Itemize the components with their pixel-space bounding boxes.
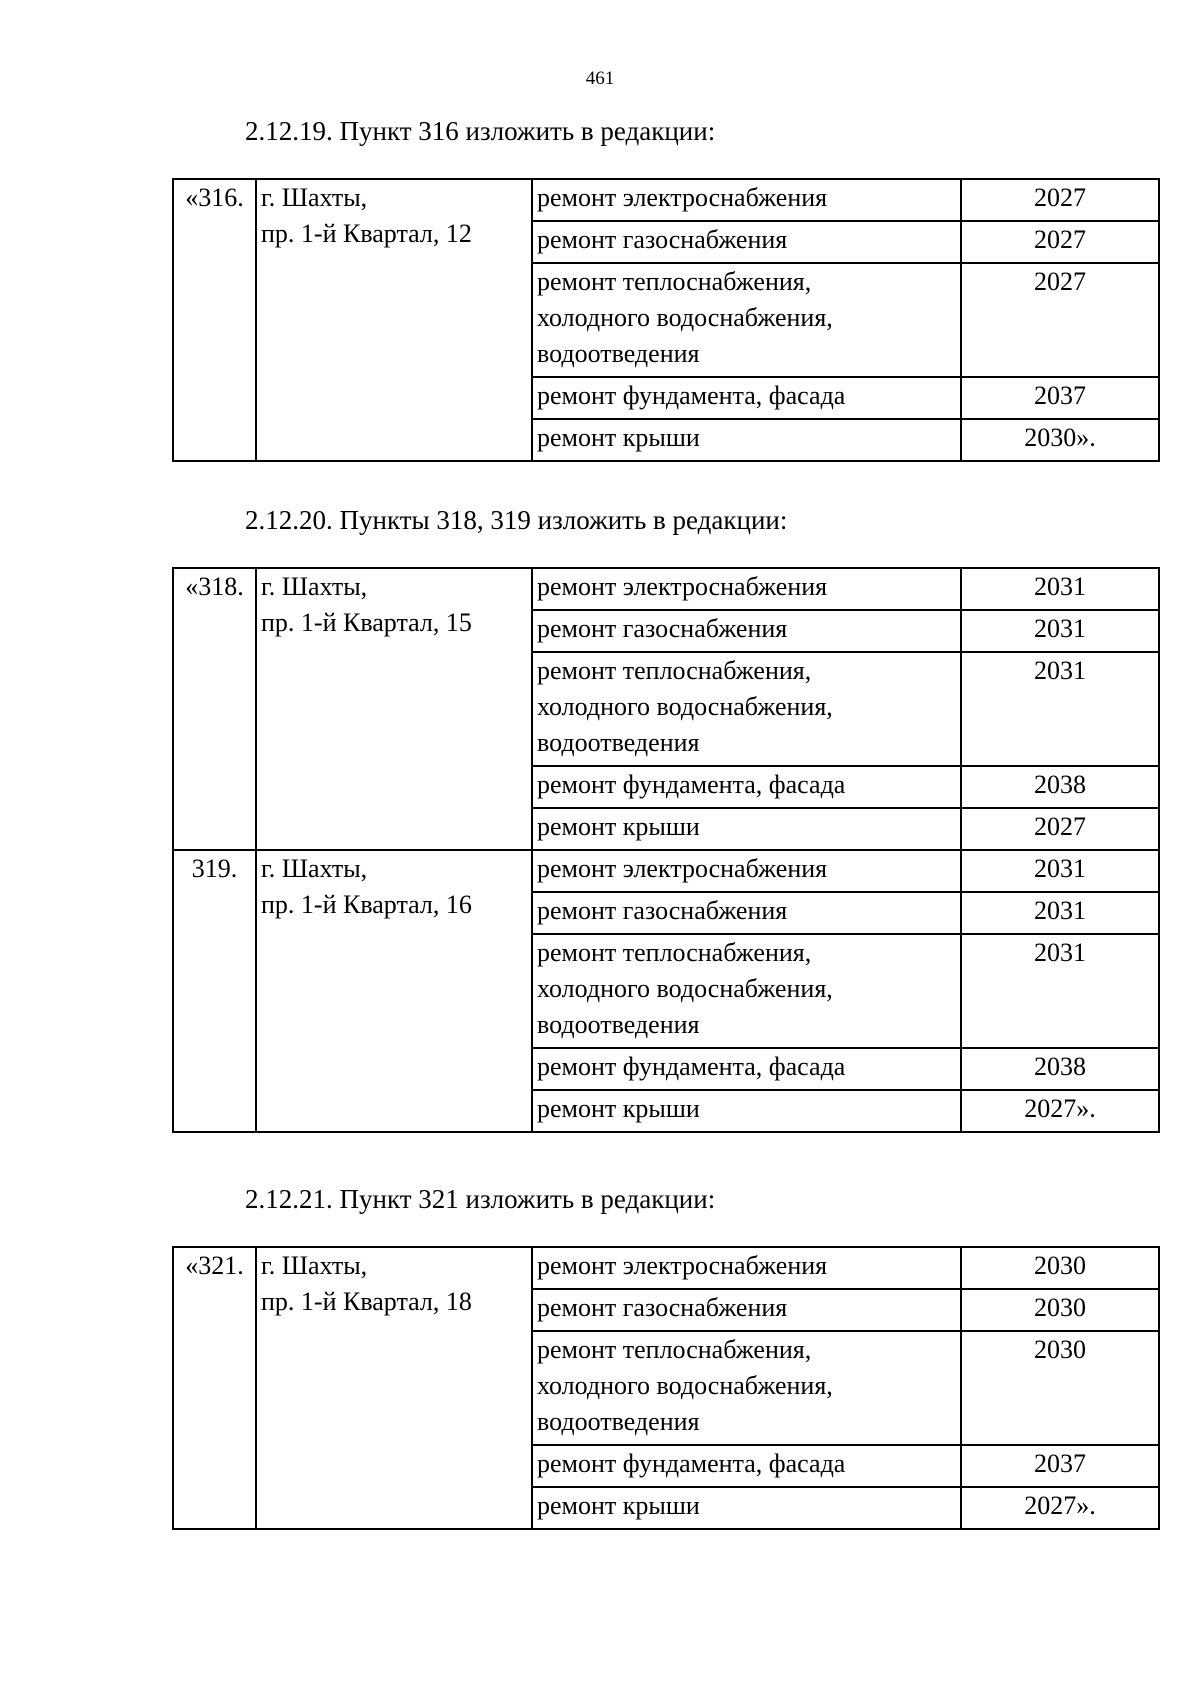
work-type: ремонт газоснабжения: [532, 221, 961, 263]
item-number: «316.: [173, 179, 256, 461]
item-address: [256, 179, 532, 461]
address-city: г. Шахты,: [261, 1251, 368, 1280]
table-row: [173, 568, 1159, 610]
item-address: [256, 1247, 532, 1529]
work-year: 2027».: [961, 1090, 1159, 1132]
work-type: ремонт электроснабжения: [532, 1247, 961, 1289]
work-year: 2038: [961, 766, 1159, 808]
item-number: 319.: [173, 850, 256, 1132]
work-type: ремонт газоснабжения: [532, 1289, 961, 1331]
amendment-table: [172, 1246, 1160, 1530]
work-year: 2031: [961, 610, 1159, 652]
item-address: [256, 568, 532, 850]
work-year: 2030: [961, 1331, 1159, 1445]
work-type: ремонт газоснабжения: [532, 892, 961, 934]
amendment-table: [172, 178, 1160, 462]
work-type: ремонт теплоснабжения, холодного водоснабжения, водоотведения: [532, 934, 961, 1048]
page-number: 461: [585, 68, 615, 89]
address-city: г. Шахты,: [261, 572, 368, 601]
work-type: ремонт электроснабжения: [532, 850, 961, 892]
work-type: ремонт теплоснабжения, холодного водоснабжения, водоотведения: [532, 263, 961, 377]
table-row: [173, 179, 1159, 221]
address-street: пр. 1-й Квартал, 15: [261, 608, 472, 637]
table-row: [173, 850, 1159, 892]
work-year: 2031: [961, 652, 1159, 766]
work-type: ремонт крыши: [532, 419, 961, 461]
item-number: «318.: [173, 568, 256, 850]
section-heading: 2.12.20. Пункты 318, 319 изложить в редакции:: [245, 505, 788, 535]
section-heading: 2.12.21. Пункт 321 изложить в редакции:: [245, 1184, 716, 1214]
work-type: ремонт фундамента, фасада: [532, 1445, 961, 1487]
work-type: ремонт электроснабжения: [532, 179, 961, 221]
address-city: г. Шахты,: [261, 854, 368, 883]
work-type: ремонт фундамента, фасада: [532, 766, 961, 808]
amendment-table: [172, 567, 1160, 1133]
section-heading: 2.12.19. Пункт 316 изложить в редакции:: [245, 116, 716, 146]
work-year: 2037: [961, 377, 1159, 419]
work-year: 2031: [961, 568, 1159, 610]
item-address: [256, 850, 532, 1132]
work-year: 2027: [961, 263, 1159, 377]
work-type: ремонт электроснабжения: [532, 568, 961, 610]
work-year: 2031: [961, 892, 1159, 934]
address-city: г. Шахты,: [261, 183, 368, 212]
work-year: 2031: [961, 934, 1159, 1048]
work-year: 2037: [961, 1445, 1159, 1487]
work-year: 2031: [961, 850, 1159, 892]
work-year: 2027: [961, 179, 1159, 221]
work-type: ремонт теплоснабжения, холодного водоснабжения, водоотведения: [532, 652, 961, 766]
address-street: пр. 1-й Квартал, 12: [261, 219, 472, 248]
work-type: ремонт фундамента, фасада: [532, 377, 961, 419]
work-year: 2027: [961, 808, 1159, 850]
work-type: ремонт крыши: [532, 808, 961, 850]
work-year: 2030».: [961, 419, 1159, 461]
work-year: 2038: [961, 1048, 1159, 1090]
work-year: 2027: [961, 221, 1159, 263]
table-row: [173, 1247, 1159, 1289]
work-type: ремонт крыши: [532, 1090, 961, 1132]
work-year: 2027».: [961, 1487, 1159, 1529]
address-street: пр. 1-й Квартал, 16: [261, 890, 472, 919]
work-type: ремонт теплоснабжения, холодного водоснабжения, водоотведения: [532, 1331, 961, 1445]
address-street: пр. 1-й Квартал, 18: [261, 1287, 472, 1316]
work-type: ремонт фундамента, фасада: [532, 1048, 961, 1090]
work-type: ремонт газоснабжения: [532, 610, 961, 652]
work-year: 2030: [961, 1289, 1159, 1331]
work-type: ремонт крыши: [532, 1487, 961, 1529]
work-year: 2030: [961, 1247, 1159, 1289]
item-number: «321.: [173, 1247, 256, 1529]
